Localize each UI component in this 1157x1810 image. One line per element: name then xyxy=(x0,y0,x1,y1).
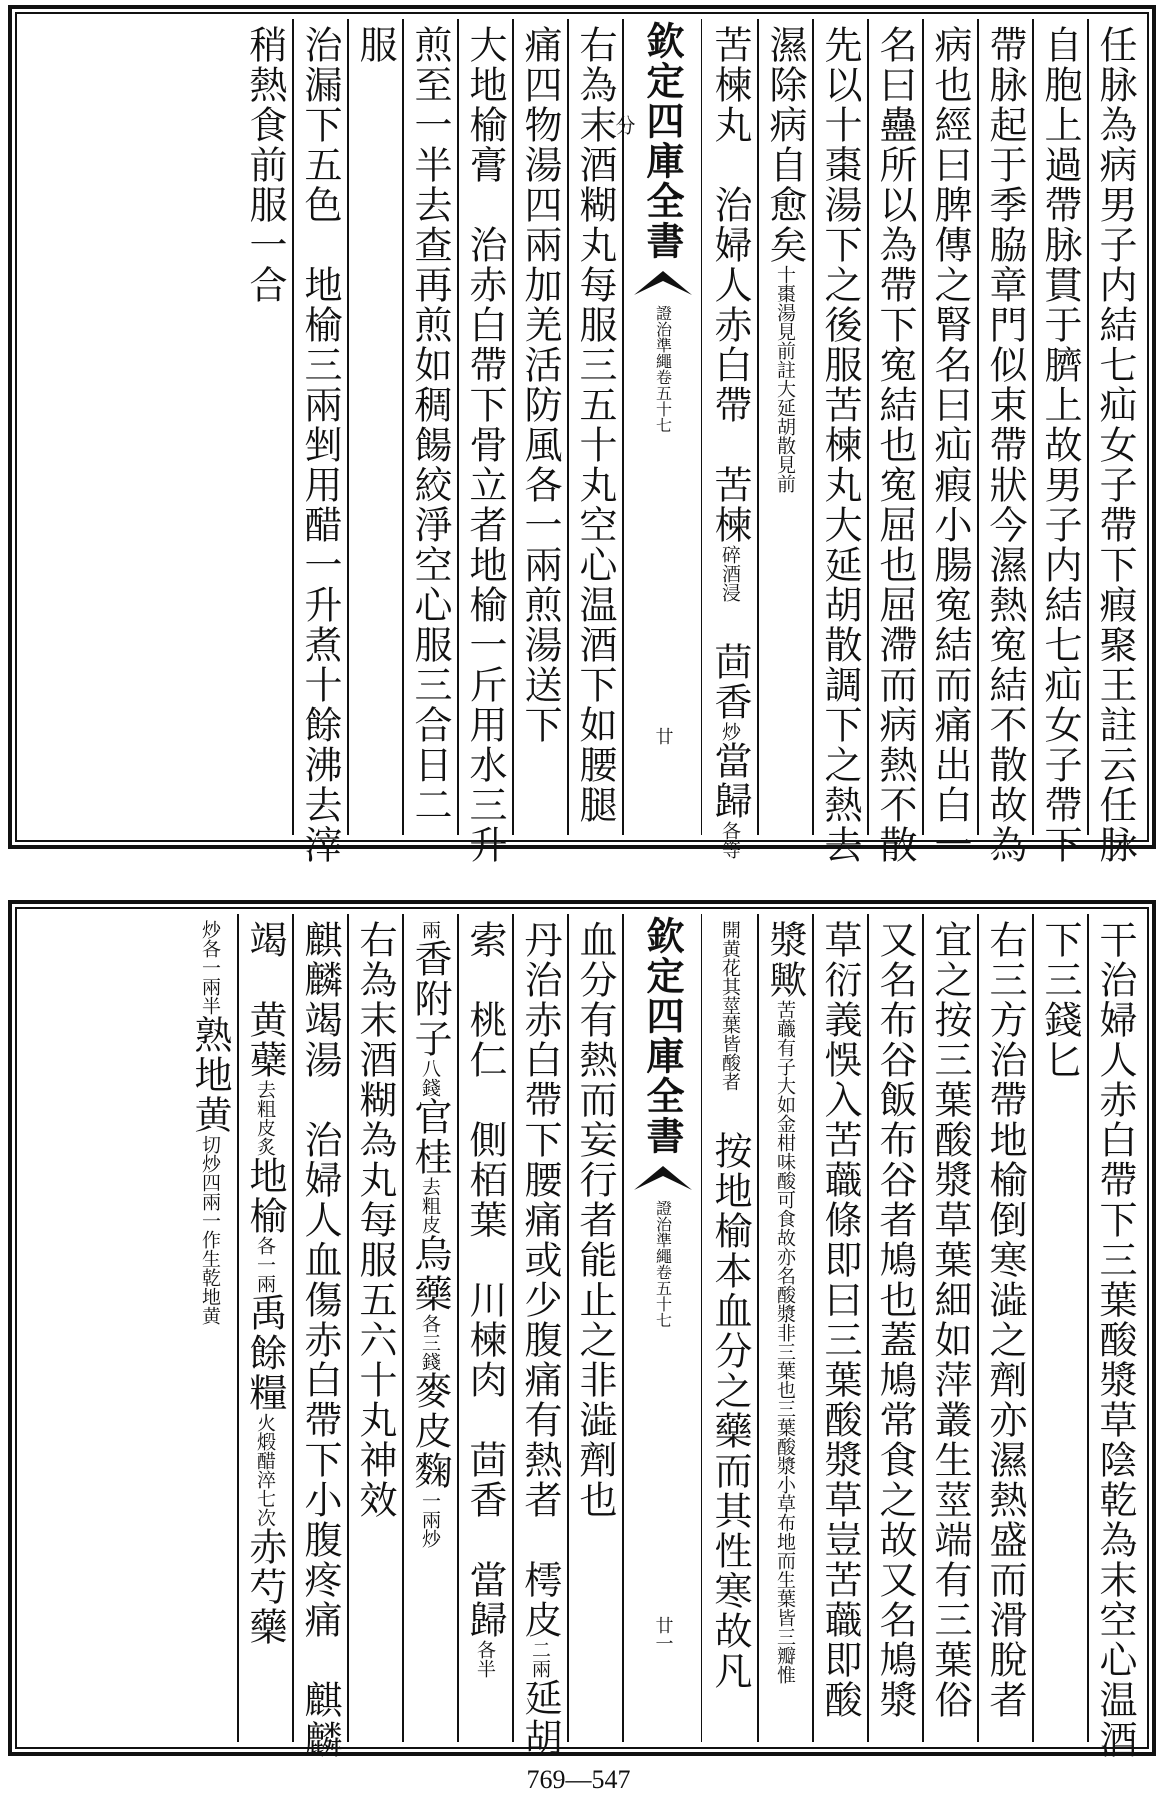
column-text: 當歸 xyxy=(708,741,752,821)
text-column xyxy=(1032,19,1087,865)
text-column xyxy=(512,914,567,1758)
column-text: 麒麟竭湯 治婦人血傷赤白帶下小腹疼痛 麒麟 xyxy=(298,920,342,1760)
page-bottom xyxy=(8,900,1156,1760)
column-text: 延胡 xyxy=(518,1678,562,1758)
annotation-text: 炒各一兩半 xyxy=(199,920,221,1015)
page-top xyxy=(8,5,1156,865)
column-text: 丹治赤白帶下腰痛或少腹痛有熱者 樗皮 xyxy=(518,920,562,1640)
text-column xyxy=(812,19,867,865)
page-identifier: 769—547 xyxy=(526,1765,631,1794)
text-column xyxy=(457,19,512,865)
column-text: 香附子 xyxy=(408,939,452,1059)
text-column xyxy=(237,19,292,835)
column-text: 苦楝丸 治婦人赤白帶 苦楝 xyxy=(708,25,752,545)
text-area-bottom xyxy=(22,914,1142,1760)
annotation-text: 碎酒浸 xyxy=(719,545,741,602)
text-column xyxy=(922,19,977,865)
column-text: 自胞上過帶脉貫于臍上故男子内結七疝女子帶下 xyxy=(1038,25,1082,865)
annotation-text: 苦蘵有子大如金柑味酸可食故亦名酸漿非三葉也三葉酸漿小草布地而生葉皆三瓣惟 xyxy=(774,1000,796,1684)
text-column xyxy=(292,914,347,1760)
column-text: 治漏下五色 地榆三兩剉用醋一升煮十餘沸去滓 xyxy=(298,25,342,865)
text-column xyxy=(1032,914,1087,1742)
text-column xyxy=(922,914,977,1742)
text-column xyxy=(757,19,812,835)
annotation-text: 火煅醋淬七次 xyxy=(254,1413,276,1527)
text-column xyxy=(702,19,757,859)
text-column xyxy=(757,914,812,1742)
text-column xyxy=(402,19,457,835)
column-text: 右為末酒糊為丸每服五六十丸神效 xyxy=(353,920,397,1520)
folio-number: 廿一 xyxy=(652,1616,674,1652)
column-text: 竭 黄蘗 xyxy=(243,920,287,1080)
columns-right-bottom xyxy=(702,914,1142,1760)
annotation-text: 一兩炒 xyxy=(419,1491,441,1548)
column-text: 服 xyxy=(353,25,397,65)
text-column xyxy=(347,914,402,1742)
column-text: 又名布谷飯布谷者鳩也蓋鳩常食之故又名鳩漿 xyxy=(873,920,917,1720)
column-text: 病也經曰脾傳之腎名曰疝瘕小腸寃結而痛出白一 xyxy=(928,25,972,865)
text-column xyxy=(347,19,402,835)
column-text: 濕除病自愈矣 xyxy=(763,25,807,265)
fish-tail-mark-icon xyxy=(634,269,692,295)
gutter-title: 欽定四庫全書 xyxy=(640,21,685,261)
column-text: 地榆 xyxy=(243,1156,287,1236)
annotation-text: 去粗皮 xyxy=(419,1177,441,1234)
text-column xyxy=(977,914,1032,1742)
column-text: 赤芍藥 xyxy=(243,1527,287,1647)
text-column xyxy=(867,914,922,1742)
center-gutter-bottom xyxy=(622,914,702,1742)
column-text: 熟地黄 xyxy=(188,1015,232,1135)
column-text: 索 桃仁 側栢葉 川楝肉 茴香 當歸 xyxy=(463,920,507,1640)
columns-left-top xyxy=(237,19,622,865)
text-column xyxy=(402,914,457,1742)
column-text: 右三方治帶地榆倒寒澁之劑亦濕熱盛而滑脫者 xyxy=(983,920,1027,1720)
text-column xyxy=(457,914,512,1742)
columns-right-top xyxy=(702,19,1142,865)
text-column xyxy=(1087,914,1142,1760)
text-column xyxy=(237,914,292,1742)
column-text: 稍熱食前服一合 xyxy=(243,25,287,305)
text-column xyxy=(512,19,567,835)
text-column xyxy=(812,914,867,1742)
annotation-text: 兩 xyxy=(419,920,441,939)
column-text: 干治婦人赤白帶下三葉酸漿草陰乾為末空心温酒 xyxy=(1093,920,1137,1760)
column-text: 先以十棗湯下之後服苦楝丸大延胡散調下之熱去 xyxy=(818,25,862,865)
text-column xyxy=(867,19,922,865)
text-column xyxy=(182,914,237,1742)
annotation-text: 去粗皮炙 xyxy=(254,1080,276,1156)
column-text: 麥皮麴 xyxy=(408,1371,452,1491)
folio-number: 廿 xyxy=(652,727,674,745)
annotation-text: 各一兩 xyxy=(254,1236,276,1293)
annotation-text: 八錢 xyxy=(419,1059,441,1097)
annotation-text: 各半 xyxy=(474,1640,496,1678)
text-column xyxy=(567,19,622,835)
column-text: 漿歟 xyxy=(763,920,807,1000)
annotation-text: 切炒四兩一作生乾地黄 xyxy=(199,1135,221,1325)
annotation-text: 二兩 xyxy=(529,1640,551,1678)
text-column xyxy=(292,19,347,865)
gutter-title: 欽定四庫全書 xyxy=(640,916,685,1156)
column-text: 禹餘糧 xyxy=(243,1293,287,1413)
annotation-text: 各三錢 xyxy=(419,1314,441,1371)
column-text: 茴香 xyxy=(708,602,752,722)
column-text: 烏藥 xyxy=(408,1234,452,1314)
column-text: 官桂 xyxy=(408,1097,452,1177)
annotation-text: 各等 xyxy=(719,821,741,859)
column-text: 痛四物湯四兩加羌活防風各一兩煎湯送下 xyxy=(518,25,562,745)
text-column xyxy=(1087,19,1142,865)
annotation-text: 炒 xyxy=(719,722,741,741)
gutter-side-mark: 分 xyxy=(612,115,636,135)
text-column xyxy=(977,19,1032,865)
column-text: 血分有熱而妄行者能止之非澁劑也 xyxy=(573,920,617,1520)
column-text: 大地榆膏 治赤白帶下骨立者地榆一斤用水三升 xyxy=(463,25,507,865)
annotation-text: 十棗湯見前註大延胡散見前 xyxy=(774,265,796,493)
column-text: 草衍義悞入苦蘵條即曰三葉酸漿草豈苦蘵即酸 xyxy=(818,920,862,1720)
columns-left-bottom xyxy=(182,914,622,1760)
gutter-subtitle: 證治準繩卷五十七 xyxy=(653,305,673,433)
column-text: 煎至一半去查再煎如稠餳絞淨空心服三合日二 xyxy=(408,25,452,825)
text-column xyxy=(567,914,622,1742)
column-text: 按地榆本血分之藥而其性寒故凡 xyxy=(708,1091,752,1691)
column-text: 任脉為病男子内結七疝女子帶下瘕聚王註云任脉 xyxy=(1093,25,1137,865)
center-gutter-top xyxy=(612,19,702,835)
column-text: 右為末酒糊丸每服三五十丸空心温酒下如腰腿 xyxy=(573,25,617,825)
column-text: 下三錢匕 xyxy=(1038,920,1082,1080)
fish-tail-mark-icon xyxy=(634,1164,692,1190)
text-column xyxy=(702,914,757,1742)
gutter-subtitle: 證治準繩卷五十七 xyxy=(653,1200,673,1328)
column-text: 宜之按三葉酸漿草葉細如萍叢生莖端有三葉俗 xyxy=(928,920,972,1720)
column-text: 帶脉起于季脇章門似束帶狀今濕熱寃結不散故為 xyxy=(983,25,1027,865)
annotation-text: 開黄花其莖葉皆酸者 xyxy=(719,920,741,1091)
text-area-top xyxy=(22,19,1142,865)
column-text: 名曰蠱所以為帶下寃結也寃屈也屈滯而病熱不散 xyxy=(873,25,917,865)
